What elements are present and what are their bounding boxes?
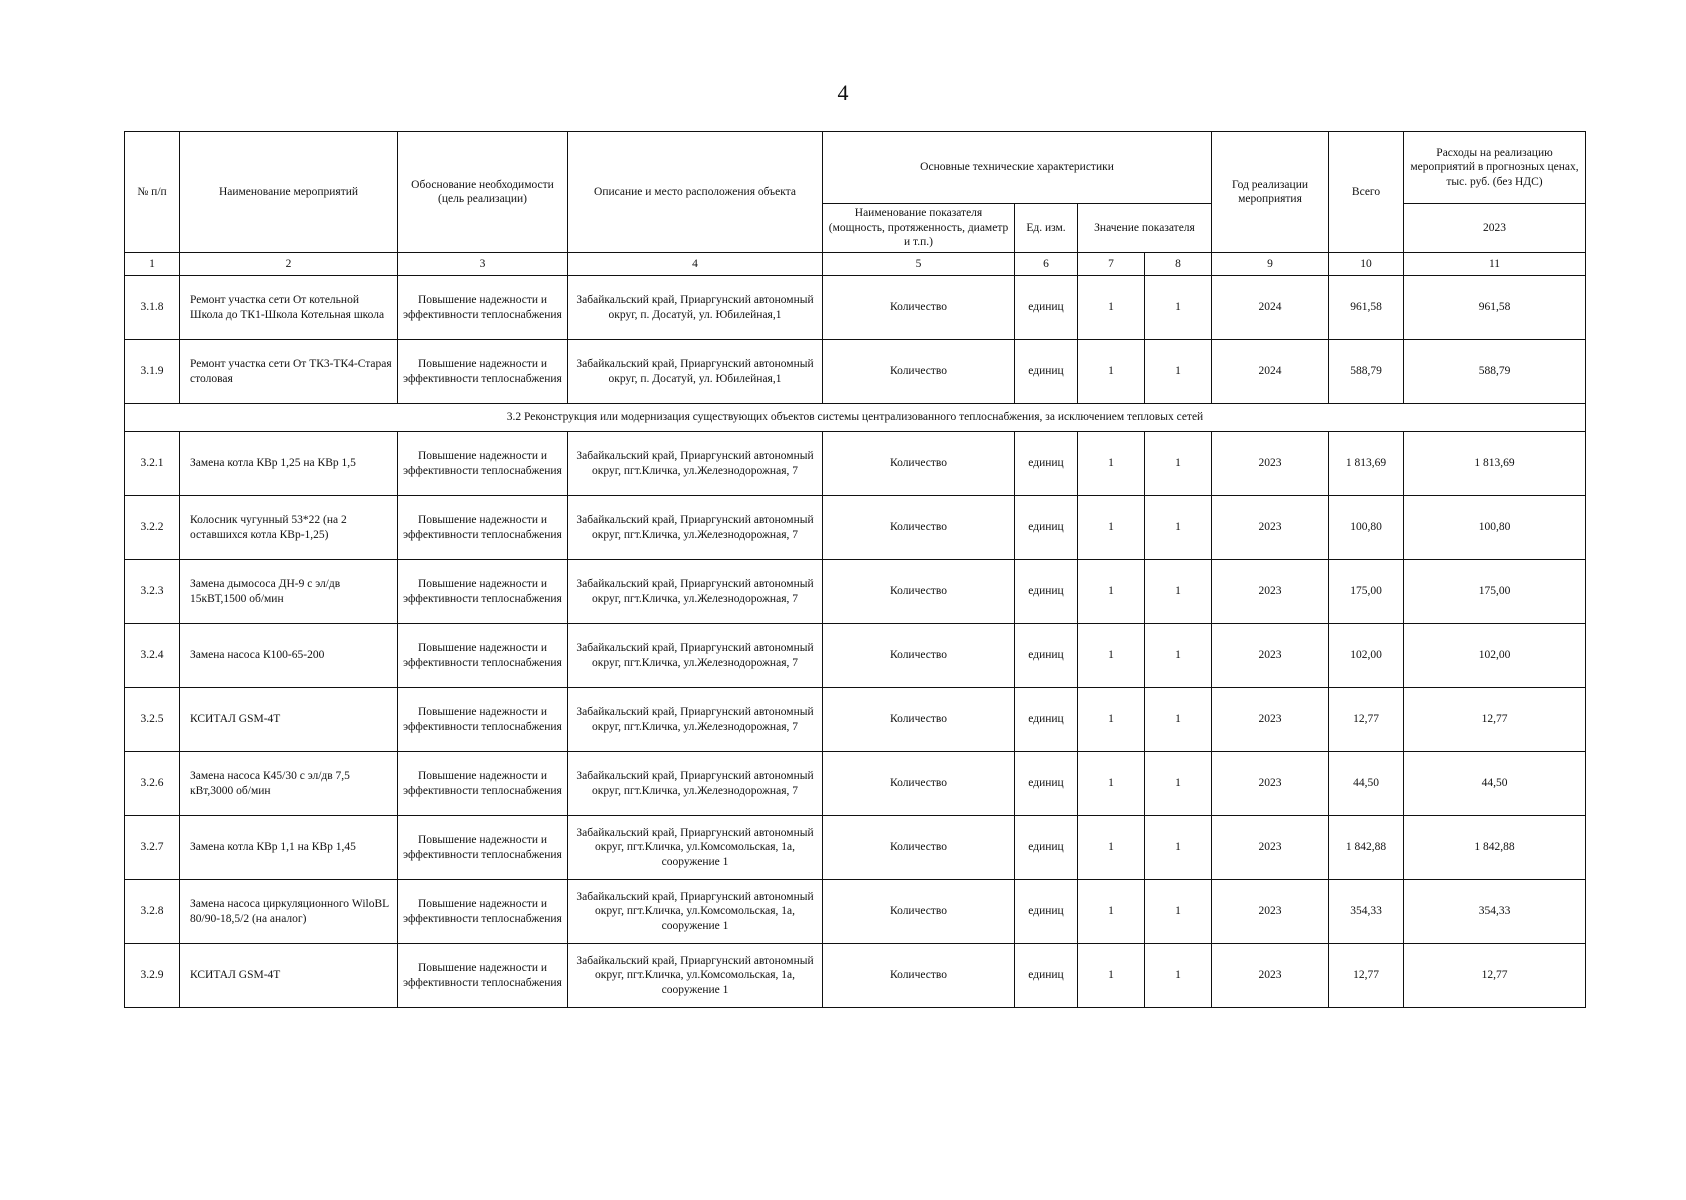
cell-expenses-2023: 102,00 [1404,624,1586,688]
column-index: 3 [398,253,568,276]
cell-description: Забайкальский край, Приаргунский автономный округ, пгт.Кличка, ул.Комсомольская, 1а, сооружение 1 [568,944,823,1008]
table-row [125,340,1586,404]
header-row [125,132,1586,204]
cell-expenses-2023: 100,80 [1404,496,1586,560]
cell-justification: Повышение надежности и эффективности теплоснабжения [398,496,568,560]
cell-unit: единиц [1015,276,1078,340]
cell-total: 961,58 [1329,276,1404,340]
cell-value-7: 1 [1078,276,1145,340]
header-description: Описание и место расположения объекта [568,132,823,253]
cell-value-7: 1 [1078,340,1145,404]
cell-description: Забайкальский край, Приаргунский автономный округ, пгт.Кличка, ул.Железнодорожная, 7 [568,432,823,496]
cell-name: Колосник чугунный 53*22 (на 2 оставшихся котла КВр-1,25) [180,496,398,560]
cell-num: 3.2.4 [125,624,180,688]
cell-name: Замена дымососа ДН-9 с эл/дв 15кВТ,1500 об/мин [180,560,398,624]
cell-description: Забайкальский край, Приаргунский автономный округ, пгт.Кличка, ул.Железнодорожная, 7 [568,752,823,816]
cell-year: 2023 [1212,688,1329,752]
header-expenses-year: 2023 [1404,204,1586,253]
cell-value-8: 1 [1145,432,1212,496]
cell-unit: единиц [1015,496,1078,560]
cell-value-8: 1 [1145,276,1212,340]
cell-total: 1 813,69 [1329,432,1404,496]
header-expenses: Расходы на реализацию мероприятий в прогнозных ценах, тыс. руб. (без НДС) [1404,132,1586,204]
table-row [125,688,1586,752]
column-index: 4 [568,253,823,276]
header-unit: Ед. изм. [1015,204,1078,253]
cell-indicator: Количество [823,496,1015,560]
column-index: 6 [1015,253,1078,276]
column-index: 10 [1329,253,1404,276]
cell-num: 3.1.8 [125,276,180,340]
cell-indicator: Количество [823,624,1015,688]
cell-value-8: 1 [1145,624,1212,688]
cell-expenses-2023: 12,77 [1404,688,1586,752]
cell-indicator: Количество [823,816,1015,880]
cell-expenses-2023: 1 813,69 [1404,432,1586,496]
cell-num: 3.2.7 [125,816,180,880]
cell-value-7: 1 [1078,944,1145,1008]
cell-value-8: 1 [1145,340,1212,404]
cell-total: 175,00 [1329,560,1404,624]
header-year: Год реализации мероприятия [1212,132,1329,253]
header-justification: Обоснование необходимости (цель реализации) [398,132,568,253]
cell-num: 3.1.9 [125,340,180,404]
cell-indicator: Количество [823,340,1015,404]
cell-name: Ремонт участка сети От котельной Школа до ТК1-Школа Котельная школа [180,276,398,340]
cell-description: Забайкальский край, Приаргунский автономный округ, пгт.Кличка, ул.Железнодорожная, 7 [568,560,823,624]
section-row [125,404,1586,432]
cell-indicator: Количество [823,880,1015,944]
header-total: Всего [1329,132,1404,253]
cell-year: 2023 [1212,816,1329,880]
cell-value-7: 1 [1078,688,1145,752]
cell-num: 3.2.5 [125,688,180,752]
cell-value-7: 1 [1078,560,1145,624]
rows-group-3-2 [125,432,1586,1008]
cell-description: Забайкальский край, Приаргунский автономный округ, пгт.Кличка, ул.Железнодорожная, 7 [568,688,823,752]
cell-value-8: 1 [1145,752,1212,816]
cell-name: КСИТАЛ GSM-4T [180,944,398,1008]
cell-expenses-2023: 961,58 [1404,276,1586,340]
cell-unit: единиц [1015,340,1078,404]
cell-value-7: 1 [1078,496,1145,560]
cell-num: 3.2.6 [125,752,180,816]
cell-year: 2023 [1212,496,1329,560]
rows-group-3-1 [125,276,1586,404]
cell-total: 102,00 [1329,624,1404,688]
cell-unit: единиц [1015,560,1078,624]
cell-value-8: 1 [1145,944,1212,1008]
cell-unit: единиц [1015,880,1078,944]
column-index: 5 [823,253,1015,276]
cell-indicator: Количество [823,688,1015,752]
cell-justification: Повышение надежности и эффективности теплоснабжения [398,752,568,816]
cell-num: 3.2.3 [125,560,180,624]
cell-unit: единиц [1015,432,1078,496]
cell-unit: единиц [1015,816,1078,880]
cell-expenses-2023: 1 842,88 [1404,816,1586,880]
cell-expenses-2023: 354,33 [1404,880,1586,944]
table-row [125,560,1586,624]
cell-justification: Повышение надежности и эффективности теплоснабжения [398,880,568,944]
cell-unit: единиц [1015,752,1078,816]
column-index: 2 [180,253,398,276]
cell-description: Забайкальский край, Приаргунский автономный округ, п. Досатуй, ул. Юбилейная,1 [568,276,823,340]
column-index: 9 [1212,253,1329,276]
cell-indicator: Количество [823,944,1015,1008]
table-row [125,276,1586,340]
cell-value-7: 1 [1078,624,1145,688]
cell-description: Забайкальский край, Приаргунский автономный округ, пгт.Кличка, ул.Комсомольская, 1а, сооружение 1 [568,880,823,944]
cell-num: 3.2.9 [125,944,180,1008]
column-index-row [125,253,1586,276]
cell-expenses-2023: 12,77 [1404,944,1586,1008]
cell-justification: Повышение надежности и эффективности теплоснабжения [398,340,568,404]
header-indicator-value: Значение показателя [1078,204,1212,253]
cell-description: Забайкальский край, Приаргунский автономный округ, п. Досатуй, ул. Юбилейная,1 [568,340,823,404]
cell-name: Ремонт участка сети От ТК3-ТК4-Старая столовая [180,340,398,404]
cell-unit: единиц [1015,944,1078,1008]
cell-num: 3.2.1 [125,432,180,496]
page-number: 4 [837,80,849,105]
table-row [125,496,1586,560]
cell-description: Забайкальский край, Приаргунский автономный округ, пгт.Кличка, ул.Железнодорожная, 7 [568,624,823,688]
cell-total: 100,80 [1329,496,1404,560]
cell-year: 2023 [1212,752,1329,816]
cell-year: 2023 [1212,624,1329,688]
cell-value-8: 1 [1145,688,1212,752]
cell-name: КСИТАЛ GSM-4T [180,688,398,752]
cell-value-8: 1 [1145,496,1212,560]
measures-table [124,131,1586,1008]
cell-expenses-2023: 44,50 [1404,752,1586,816]
cell-indicator: Количество [823,560,1015,624]
cell-value-7: 1 [1078,752,1145,816]
cell-indicator: Количество [823,276,1015,340]
cell-description: Забайкальский край, Приаргунский автономный округ, пгт.Кличка, ул.Железнодорожная, 7 [568,496,823,560]
table-row [125,624,1586,688]
cell-justification: Повышение надежности и эффективности теплоснабжения [398,944,568,1008]
cell-total: 12,77 [1329,688,1404,752]
table-row [125,944,1586,1008]
cell-total: 1 842,88 [1329,816,1404,880]
cell-justification: Повышение надежности и эффективности теплоснабжения [398,624,568,688]
table-row [125,816,1586,880]
cell-justification: Повышение надежности и эффективности теплоснабжения [398,816,568,880]
header-name: Наименование мероприятий [180,132,398,253]
cell-unit: единиц [1015,624,1078,688]
section-title: 3.2 Реконструкция или модернизация существующих объектов системы централизованного теплоснабжения, за исключением тепловых сетей [125,404,1586,432]
cell-year: 2024 [1212,276,1329,340]
cell-unit: единиц [1015,688,1078,752]
cell-value-7: 1 [1078,816,1145,880]
cell-year: 2024 [1212,340,1329,404]
column-index: 1 [125,253,180,276]
table-row [125,752,1586,816]
cell-total: 354,33 [1329,880,1404,944]
cell-justification: Повышение надежности и эффективности теплоснабжения [398,432,568,496]
cell-year: 2023 [1212,560,1329,624]
cell-num: 3.2.2 [125,496,180,560]
cell-indicator: Количество [823,752,1015,816]
cell-value-8: 1 [1145,816,1212,880]
column-index: 8 [1145,253,1212,276]
cell-total: 588,79 [1329,340,1404,404]
cell-justification: Повышение надежности и эффективности теплоснабжения [398,560,568,624]
cell-name: Замена котла КВр 1,25 на КВр 1,5 [180,432,398,496]
cell-name: Замена насоса циркуляционного WiloBL 80/90-18,5/2 (на аналог) [180,880,398,944]
cell-name: Замена насоса К45/30 с эл/дв 7,5 кВт,3000 об/мин [180,752,398,816]
cell-name: Замена котла КВр 1,1 на КВр 1,45 [180,816,398,880]
cell-value-8: 1 [1145,880,1212,944]
cell-justification: Повышение надежности и эффективности теплоснабжения [398,688,568,752]
column-index: 7 [1078,253,1145,276]
cell-num: 3.2.8 [125,880,180,944]
cell-description: Забайкальский край, Приаргунский автономный округ, пгт.Кличка, ул.Комсомольская, 1а, сооружение 1 [568,816,823,880]
cell-year: 2023 [1212,944,1329,1008]
header-num: № п/п [125,132,180,253]
cell-value-7: 1 [1078,432,1145,496]
cell-year: 2023 [1212,432,1329,496]
cell-expenses-2023: 175,00 [1404,560,1586,624]
section-group [125,404,1586,432]
cell-justification: Повышение надежности и эффективности теплоснабжения [398,276,568,340]
cell-total: 44,50 [1329,752,1404,816]
column-index: 11 [1404,253,1586,276]
header-indicator-name: Наименование показателя (мощность, протяженность, диаметр и т.п.) [823,204,1015,253]
cell-year: 2023 [1212,880,1329,944]
cell-indicator: Количество [823,432,1015,496]
cell-value-8: 1 [1145,560,1212,624]
cell-value-7: 1 [1078,880,1145,944]
cell-expenses-2023: 588,79 [1404,340,1586,404]
cell-total: 12,77 [1329,944,1404,1008]
table-row [125,432,1586,496]
cell-name: Замена насоса К100-65-200 [180,624,398,688]
table-row [125,880,1586,944]
header-tech: Основные технические характеристики [823,132,1212,204]
